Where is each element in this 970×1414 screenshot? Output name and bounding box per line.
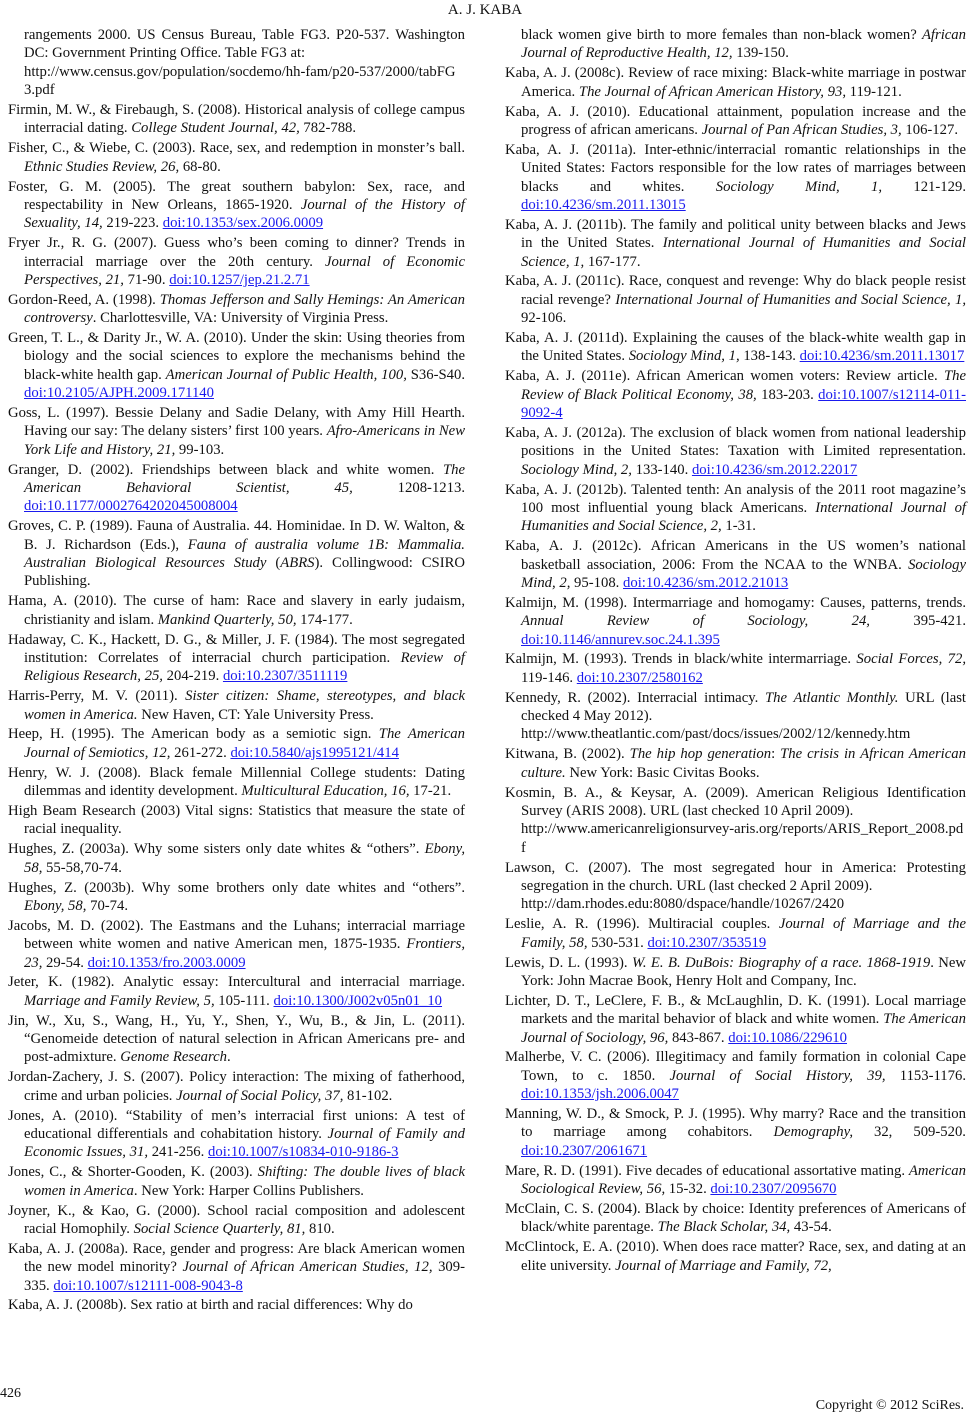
reference-text: Gordon-Reed, A. (1998). (8, 291, 160, 308)
reference-text: URL (last checked 4 May 2012). (521, 689, 967, 725)
reference-text: Granger, D. (2002). Friendships between black and white women. (8, 461, 443, 478)
reference-entry (8, 631, 465, 686)
reference-entry (8, 1107, 465, 1162)
reference-text: 106-127. (901, 121, 959, 138)
reference-text: 261-272. (170, 744, 231, 761)
reference-source-title: American Journal of Public Health, 100, (165, 366, 407, 383)
reference-entry (505, 1162, 966, 1199)
reference-text: Kennedy, R. (2002). Interracial intimacy. (505, 689, 765, 706)
reference-source-title: Social Science Quarterly, 81, (133, 1220, 306, 1237)
doi-link[interactable]: doi:10.2105/AJPH.2009.171140 (24, 385, 214, 402)
doi-link[interactable]: doi:10.1353/fro.2003.0009 (87, 954, 246, 971)
reference-source-title: International Journal of Humanities and Social Science, 1, (521, 235, 966, 270)
reference-text: Jordan-Zachery, J. S. (2007). Policy interaction: The mixing of fatherhood, crime and urban policies. (8, 1069, 465, 1104)
reference-source-title: Ebony, 58, (24, 897, 87, 914)
reference-text: 138-143. (739, 348, 800, 365)
reference-text: Hughes, Z. (2003a). Why some sisters only date whites & “others”. (8, 841, 425, 858)
reference-entry (505, 537, 966, 592)
reference-entry (505, 594, 966, 649)
references-right-column (505, 26, 966, 1277)
reference-text: Green, T. L., & Darity Jr., W. A. (2010). Under the skin: Using theories from biology and the social sciences to explore the mechanisms behind the black-white health gap. (8, 330, 465, 383)
reference-text: Firmin, M. W., & Firebaugh, S. (2008). Historical analysis of college campus interracial dating. (8, 101, 465, 137)
doi-link[interactable]: doi:10.1007/s12114-011-9092-4 (521, 386, 966, 422)
reference-url: http://www.americanreligionsurvey-aris.org/reports/ARIS_Report_2008.pdf (521, 821, 964, 856)
doi-link[interactable]: doi:10.1353/sex.2006.0009 (162, 215, 324, 232)
reference-source-title: Journal of Family and Economic Issues, 31, (24, 1126, 465, 1161)
reference-source-title: Multicultural Education, 16, (241, 783, 410, 800)
reference-text: 55-58,70-74. (42, 859, 122, 876)
reference-text: 29-54. (42, 954, 88, 971)
reference-text: Mare, R. D. (1991). Five decades of educational assortative mating. (505, 1162, 909, 1179)
reference-text: 32, 509-520. (853, 1124, 966, 1141)
reference-entry (505, 424, 966, 479)
reference-entry (8, 802, 465, 839)
doi-link[interactable]: doi:10.1257/jep.21.2.71 (169, 271, 310, 288)
reference-entry (505, 650, 966, 687)
reference-text: rangements 2000. US Census Bureau, Table FG3. P20-537. Washington DC: Government Printing Office. Table FG3 at: (24, 27, 465, 62)
reference-source-title: Sociology Mind, 2, (521, 461, 632, 478)
reference-source-title: ABRS (280, 554, 315, 571)
reference-text: McClintock, E. A. (2010). When does race matter? Race, sex, and dating at an elite university. (505, 1239, 966, 1274)
doi-link[interactable]: doi:10.1146/annurev.soc.24.1.395 (521, 631, 720, 648)
reference-text: Leslie, A. R. (1996). Multiracial couples. (505, 916, 779, 933)
reference-text: 105-111. (214, 992, 274, 1009)
reference-entry (8, 101, 465, 138)
reference-entry (505, 141, 966, 214)
reference-source-title: Annual Review of Sociology, 24, (521, 613, 870, 630)
reference-url: http://dam.rhodes.edu:8080/dspace/handle/10267/2420 (521, 896, 845, 913)
reference-text: Kosmin, B. A., & Keysar, A. (2009). American Religious Identification Survey (ARIS 2008). URL (last checked 10 April 2009). (505, 784, 966, 819)
reference-url: http://www.census.gov/population/socdemo/hh-fam/p20-537/2000/tabFG3.pdf (24, 63, 456, 99)
reference-text: 71-90. (123, 271, 170, 288)
reference-entry (505, 272, 966, 327)
reference-text: 241-256. (148, 1144, 208, 1161)
reference-source-title: Afro-Americans in New York Life and History, 21, (24, 423, 465, 458)
reference-source-title: Journal of Pan African Studies, 3, (701, 121, 902, 138)
reference-entry (505, 216, 966, 271)
doi-link[interactable]: doi:10.2307/353519 (647, 934, 767, 951)
reference-continuation (8, 26, 465, 99)
reference-text: Harris-Perry, M. V. (2011). (8, 688, 186, 705)
reference-entry (505, 859, 966, 914)
page-number: 426 (0, 1386, 21, 1401)
reference-entry (8, 687, 465, 724)
reference-entry (8, 1012, 465, 1067)
reference-text: 15-32. (665, 1181, 711, 1198)
reference-entry (8, 461, 465, 516)
reference-text: Jacobs, M. D. (2002). The Eastmans and the Luhans; interracial marriage between white women and native American men, 1875-1935. (8, 917, 465, 953)
reference-source-title: Journal of Social Policy, 37, (176, 1087, 344, 1104)
reference-entry (505, 481, 966, 536)
reference-text: 204-219. (162, 668, 223, 685)
reference-source-title: College Student Journal, 42, (131, 120, 300, 137)
reference-source-title: Frontiers, 23, (24, 936, 465, 971)
reference-text: Kaba, A. J. (2008c). Review of race mixing: Black-white marriage in postwar America. (505, 65, 966, 100)
reference-text: Kaba, A. J. (2011d). Explaining the causes of the black-white wealth gap in the United States. (505, 330, 966, 365)
reference-text: Groves, C. P. (1989). Fauna of Australia. 44. Hominidae. In D. W. Walton, & B. J. Richardson (Eds.), (8, 518, 465, 553)
reference-source-title: Marriage and Family Review, 5, (24, 992, 215, 1009)
reference-text: Hama, A. (2010). The curse of ham: Race and slavery in early judaism, christianity and islam. (8, 593, 465, 628)
reference-source-title: The Journal of African American History, 93, (578, 83, 846, 100)
reference-text: 782-788. (299, 120, 357, 137)
doi-link[interactable]: doi:10.2307/2061671 (521, 1142, 648, 1159)
doi-link[interactable]: doi:10.1007/s10834-010-9186-3 (208, 1144, 399, 1161)
reference-source-title: Ethnic Studies Review, 26, (24, 158, 180, 175)
reference-text: Henry, W. J. (2008). Black female Millennial College students: Dating dilemmas and identity development. (8, 764, 465, 800)
reference-entry (505, 992, 966, 1047)
reference-source-title: Ebony, 58, (24, 841, 465, 876)
reference-entry (505, 367, 966, 422)
doi-link[interactable]: doi:10.1300/J002v05n01_10 (273, 992, 443, 1009)
reference-text: Kaba, A. J. (2011a). Inter-ethnic/interracial romantic relationships in the United States: Factors responsible for the low rates of marriages between blacks and whites. (505, 141, 966, 195)
reference-source-title: Journal of African American Studies, 12, (182, 1259, 433, 1276)
reference-source-title: Mankind Quarterly, 50, (157, 611, 297, 628)
reference-continuation (505, 26, 966, 63)
doi-link[interactable]: doi:10.4236/sm.2011.13015 (521, 196, 686, 213)
reference-text: ( (266, 554, 281, 571)
reference-text: Kalmijn, M. (1993). Trends in black/white intermarriage. (505, 651, 857, 668)
reference-entry (505, 1048, 966, 1103)
reference-text: Kaba, A. J. (2011e). African American women voters: Review article. (505, 368, 944, 385)
reference-text: Kaba, A. J. (2011c). Race, conquest and revenge: Why do black people resist racial revenge? (505, 273, 966, 308)
references-left-column (8, 26, 465, 1316)
reference-entry (8, 764, 465, 801)
reference-entry (8, 725, 465, 762)
reference-source-title: Fauna of australia volume 1B: Mammalia. Australian Biological Resources Study (24, 536, 465, 571)
reference-text: 530-531. (587, 934, 648, 951)
reference-source-title: Demography, (773, 1124, 853, 1141)
reference-text: 309-335. (24, 1259, 465, 1294)
reference-text: 92-106. (521, 310, 567, 327)
reference-text: 119-121. (846, 83, 902, 100)
reference-text: 174-177. (296, 611, 353, 628)
reference-text: 843-867. (668, 1029, 729, 1046)
reference-text: Manning, W. D., & Smock, P. J. (1995). Why marry? Race and the transition to marriage among cohabitors. (505, 1106, 966, 1141)
reference-text: Joyner, K., & Kao, G. (2000). School racial composition and adolescent racial Homophily. (8, 1202, 465, 1237)
reference-text: Malherbe, V. C. (2006). Illegitimacy and family formation in colonial Cape Town, to c. 1850. (505, 1049, 966, 1084)
reference-entry (8, 404, 465, 459)
reference-entry (505, 689, 966, 744)
reference-text: New York: Basic Civitas Books. (565, 764, 760, 781)
reference-entry (505, 1105, 966, 1160)
reference-text: 1208-1213. (352, 480, 465, 496)
reference-text: Hadaway, C. K., Hackett, D. G., & Miller, J. F. (1984). The most segregated institution: Correlates of interracial church participation. (8, 631, 465, 666)
reference-entry (8, 917, 465, 972)
reference-source-title: Sociology Mind, 1, (628, 348, 740, 365)
reference-text: Fisher, C., & Wiebe, C. (2003). Race, sex, and redemption in monster’s ball. (8, 140, 465, 157)
reference-source-title: Review of Religious Research, 25, (24, 649, 465, 685)
reference-source-title: International Journal of Humanities and Social Science, 1, (615, 291, 967, 308)
reference-entry (8, 1240, 465, 1295)
reference-text: Goss, L. (1997). Bessie Delany and Sadie Delany, with Amy Hill Hearth. Having our say: The delany sisters’ first 100 years. (8, 405, 465, 440)
reference-source-title: Journal of Economic Perspectives, 21, (24, 253, 466, 288)
reference-source-title: Genome Research (120, 1049, 227, 1066)
reference-source-title: Thomas Jefferson and Sally Hemings: An American controversy (24, 291, 465, 327)
doi-link[interactable]: doi:10.1007/s12111-008-9043-8 (53, 1277, 243, 1294)
reference-text: . (226, 1049, 231, 1066)
reference-text: Kaba, A. J. (2010). Educational attainment, population increase and the progress of african americans. (505, 103, 966, 138)
reference-text: Kalmijn, M. (1998). Intermarriage and homogamy: Causes, patterns, trends. (505, 594, 966, 611)
reference-entry (8, 973, 465, 1010)
reference-entry (505, 329, 966, 366)
reference-entry (505, 745, 966, 782)
reference-entry (8, 517, 465, 590)
reference-source-title: W. E. B. DuBois: Biography of a race. 1868-1919 (631, 954, 931, 971)
reference-source-title: Journal of Marriage and Family, 72, (615, 1257, 832, 1274)
reference-text: Foster, G. M. (2005). The great southern babylon: Sex, race, and respectability in New Orleans, 1865-1920. (8, 178, 465, 213)
reference-text: 68-80. (179, 158, 221, 175)
reference-text: Kaba, A. J. (2012b). Talented tenth: An analysis of the 2011 root magazine’s 100 most influential young black Americans. (505, 481, 966, 516)
reference-text: Kaba, A. J. (2008b). Sex ratio at birth and racial differences: Why do (8, 1297, 413, 1314)
reference-entry (8, 1296, 465, 1314)
reference-entry (505, 103, 966, 140)
reference-source-title: Journal of Social History, 39, (669, 1067, 886, 1084)
reference-entry (8, 1202, 465, 1239)
reference-text: Kitwana, B. (2002). (505, 746, 630, 763)
doi-link[interactable]: doi:10.2307/2095670 (710, 1181, 837, 1198)
reference-source-title: Sociology Mind, 2, (521, 556, 966, 591)
reference-source-title: The crisis in African American culture. (521, 746, 966, 781)
reference-entry (505, 954, 966, 991)
reference-entry (8, 1163, 465, 1200)
reference-text: 43-54. (790, 1219, 832, 1236)
reference-text: High Beam Research (2003) Vital signs: Statistics that measure the state of racial inequality. (8, 803, 465, 838)
reference-entry (505, 1238, 966, 1275)
reference-text: 99-103. (175, 441, 225, 458)
reference-text: Jones, C., & Shorter-Gooden, K. (2003). (8, 1164, 258, 1181)
reference-entry (8, 234, 465, 289)
reference-text: Kaba, A. J. (2011b). The family and political unity between blacks and Jews in the United States. (505, 216, 966, 252)
reference-text: S36-S40. (406, 366, 466, 383)
reference-text: Kaba, A. J. (2008a). Race, gender and progress: Are black American women the new model minority? (8, 1240, 465, 1276)
doi-link[interactable]: doi:10.1086/229610 (728, 1029, 847, 1046)
reference-text: . New York: Harper Collins Publishers. (133, 1182, 364, 1199)
reference-source-title: Shifting: The double lives of black women in America (24, 1164, 465, 1199)
reference-entry (505, 1200, 966, 1237)
reference-text: . Charlottesville, VA: University of Virginia Press. (92, 310, 389, 327)
reference-entry (8, 879, 465, 916)
reference-source-title: The American Journal of Semiotics, 12, (24, 726, 465, 761)
reference-text: . New York: John Macrae Book, Henry Holt and Company, Inc. (521, 954, 966, 989)
reference-entry (8, 592, 465, 629)
reference-url: http://www.theatlantic.com/past/docs/issues/2002/12/kennedy.htm (521, 726, 911, 743)
reference-entry (8, 178, 465, 233)
doi-link[interactable]: doi:10.2307/3511119 (222, 668, 348, 685)
reference-entry (8, 291, 465, 328)
reference-text: Lawson, C. (2007). The most segregated hour in America: Protesting segregation in the church. URL (last checked 2 April 2009). (505, 859, 966, 894)
reference-text: 1-31. (721, 518, 756, 535)
reference-text: 95-108. (570, 574, 624, 591)
reference-text: New Haven, CT: Yale University Press. (137, 706, 374, 723)
reference-source-title: American Sociological Review, 56, (521, 1162, 966, 1198)
reference-text: 1153-1176. (885, 1067, 966, 1084)
reference-text: 70-74. (86, 897, 129, 914)
reference-text: Lichter, D. T., LeClere, F. B., & McLaughlin, D. K. (1991). Local marriage markets and the marital behavior of black and white women. (505, 992, 966, 1028)
doi-link[interactable]: doi:10.2307/2580162 (576, 669, 703, 686)
reference-source-title: Sister citizen: Shame, stereotypes, and black women in America. (24, 688, 465, 723)
reference-text: 133-140. (631, 461, 692, 478)
reference-text: 139-150. (732, 45, 789, 62)
reference-entry (8, 1068, 465, 1105)
reference-source-title: The Black Scholar, 34, (657, 1219, 791, 1236)
reference-source-title: Sociology Mind, 1, (715, 178, 883, 195)
reference-text: black women give birth to more females than non-black women? (521, 27, 922, 43)
reference-text: 183-203. (756, 386, 819, 403)
reference-text: Hughes, Z. (2003b). Why some brothers only date whites and “others”. (8, 879, 465, 896)
reference-text: Kaba, A. J. (2012c). African Americans in the US women’s national basketball association, 2006: From the NCAA to the WNBA. (505, 538, 966, 573)
reference-text: Fryer Jr., R. G. (2007). Guess who’s been coming to dinner? Trends in interracial marriage over the 20th century. (8, 235, 465, 270)
doi-link[interactable]: doi:10.4236/sm.2012.21013 (623, 574, 789, 591)
reference-source-title: The American Journal of Sociology, 96, (521, 1011, 966, 1046)
reference-text: 17-21. (409, 783, 452, 800)
running-header: A. J. KABA (447, 2, 523, 18)
reference-source-title: Journal of the History of Sexuality, 14, (24, 196, 465, 232)
reference-text: : (771, 746, 781, 763)
reference-text: 167-177. (584, 253, 641, 270)
reference-text: Jin, W., Xu, S., Wang, H., Yu, Y., Shen, Y., Wu, B., & Jin, L. (2011). “Genomeide detection of natural selection in African Americans pre- and post-admixture. (8, 1012, 465, 1066)
reference-entry (8, 139, 465, 176)
doi-link[interactable]: doi:10.5840/ajs1995121/414 (230, 744, 399, 761)
reference-source-title: The American Behavioral Scientist, 45, (24, 461, 465, 496)
reference-text: 810. (305, 1220, 335, 1237)
reference-text: ). Collingwood: CSIRO Publishing. (24, 554, 465, 590)
reference-entry (505, 915, 966, 952)
reference-entry (8, 329, 465, 402)
reference-source-title: African Journal of Reproductive Health, 12, (521, 27, 966, 62)
reference-text: 121-129. (882, 178, 966, 195)
doi-link[interactable]: doi:10.4236/sm.2011.13017 (799, 348, 965, 365)
reference-text: McClain, C. S. (2004). Black by choice: Identity preferences of Americans of black/white parentage. (505, 1200, 966, 1236)
reference-entry (505, 784, 966, 857)
reference-text: Lewis, D. L. (1993). (505, 954, 632, 971)
reference-text: 219-223. (102, 215, 163, 232)
reference-text: Jeter, K. (1982). Analytic essay: Intercultural and interracial marriage. (8, 974, 465, 991)
reference-text: 81-102. (343, 1087, 393, 1104)
reference-text: 395-421. (869, 613, 966, 630)
doi-link[interactable]: doi:10.1353/jsh.2006.0047 (521, 1086, 679, 1103)
copyright-notice: Copyright © 2012 SciRes. (815, 1398, 964, 1413)
doi-link[interactable]: doi:10.1177/0002764202045008004 (24, 498, 238, 515)
reference-text: Jones, A. (2010). “Stability of men’s interracial first unions: A test of educational differentials and cohabitation history. (8, 1107, 465, 1142)
reference-entry (8, 840, 465, 877)
reference-text: 119-146. (521, 669, 577, 686)
reference-text: Heep, H. (1995). The American body as a semiotic sign. (8, 726, 379, 743)
reference-text: Kaba, A. J. (2012a). The exclusion of black women from national leadership positions in the United States: Taxation with Limited representation. (505, 424, 966, 460)
reference-source-title: The hip hop generation (629, 746, 772, 763)
reference-source-title: Social Forces, 72, (856, 651, 967, 668)
reference-source-title: The Atlantic Monthly. (765, 689, 899, 706)
reference-source-title: The Review of Black Political Economy, 38, (521, 368, 966, 403)
reference-source-title: International Journal of Humanities and Social Science, 2, (521, 499, 966, 535)
doi-link[interactable]: doi:10.4236/sm.2012.22017 (691, 461, 858, 478)
reference-entry (505, 64, 966, 101)
reference-source-title: Journal of Marriage and the Family, 58, (521, 916, 966, 951)
